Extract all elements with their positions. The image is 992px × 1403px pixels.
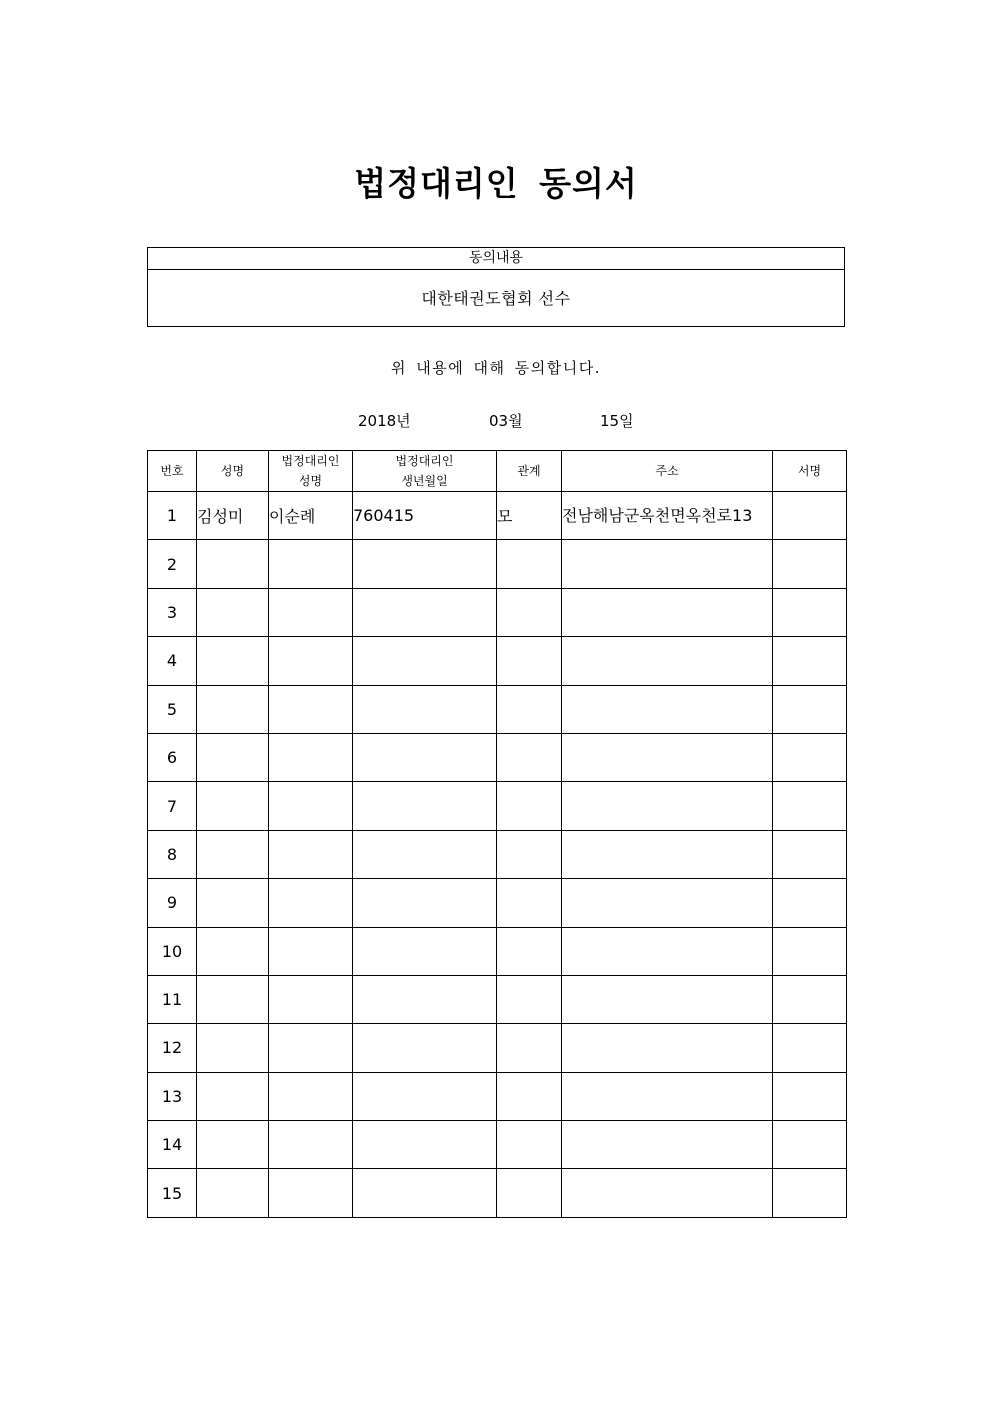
cell-address[interactable] xyxy=(562,685,773,733)
cell-guardian-birth[interactable] xyxy=(353,637,497,685)
table-row xyxy=(148,879,847,927)
cell-guardian-birth[interactable] xyxy=(353,975,497,1023)
table-row xyxy=(148,927,847,975)
cell-name[interactable] xyxy=(197,1121,269,1169)
cell-relation[interactable] xyxy=(497,637,562,685)
header-guardian-birth-line1: 법정대리인 xyxy=(395,454,454,468)
cell-guardian-name[interactable] xyxy=(269,975,353,1023)
header-guardian-birth xyxy=(353,451,497,492)
cell-no: 4 xyxy=(148,637,197,685)
cell-signature[interactable] xyxy=(773,733,847,781)
cell-no: 12 xyxy=(148,1024,197,1072)
cell-signature[interactable] xyxy=(773,830,847,878)
date-year[interactable]: 2018년 xyxy=(358,412,411,430)
cell-no: 1 xyxy=(148,492,197,540)
header-guardian-name xyxy=(269,451,353,492)
cell-no: 13 xyxy=(148,1072,197,1120)
cell-guardian-name[interactable] xyxy=(269,588,353,636)
cell-address[interactable] xyxy=(562,1121,773,1169)
table-row xyxy=(148,540,847,588)
cell-name[interactable] xyxy=(197,733,269,781)
header-signature: 서명 xyxy=(773,451,847,492)
cell-relation[interactable] xyxy=(497,540,562,588)
table-row xyxy=(148,492,847,540)
cell-guardian-birth[interactable] xyxy=(353,830,497,878)
cell-guardian-name[interactable] xyxy=(269,733,353,781)
date-month[interactable]: 03월 xyxy=(489,412,523,430)
cell-no: 9 xyxy=(148,879,197,927)
cell-address[interactable] xyxy=(562,588,773,636)
cell-relation[interactable] xyxy=(497,1072,562,1120)
consent-roster-table xyxy=(147,450,847,1218)
cell-relation[interactable] xyxy=(497,588,562,636)
cell-guardian-birth[interactable] xyxy=(353,1121,497,1169)
cell-name[interactable]: 김성미 xyxy=(197,492,269,540)
cell-signature[interactable] xyxy=(773,782,847,830)
cell-relation[interactable] xyxy=(497,879,562,927)
cell-name[interactable] xyxy=(197,588,269,636)
cell-no: 2 xyxy=(148,540,197,588)
cell-guardian-birth[interactable] xyxy=(353,879,497,927)
date-day[interactable]: 15일 xyxy=(600,412,634,430)
cell-guardian-birth[interactable] xyxy=(353,1072,497,1120)
cell-relation[interactable] xyxy=(497,782,562,830)
cell-name[interactable] xyxy=(197,879,269,927)
cell-no: 10 xyxy=(148,927,197,975)
cell-name[interactable] xyxy=(197,1024,269,1072)
cell-relation[interactable] xyxy=(497,1121,562,1169)
cell-address[interactable] xyxy=(562,540,773,588)
cell-signature[interactable] xyxy=(773,879,847,927)
cell-no: 3 xyxy=(148,588,197,636)
cell-name[interactable] xyxy=(197,540,269,588)
consent-header: 동의내용 xyxy=(148,248,844,270)
cell-signature[interactable] xyxy=(773,1024,847,1072)
cell-no: 11 xyxy=(148,975,197,1023)
cell-guardian-birth[interactable] xyxy=(353,782,497,830)
table-row xyxy=(148,685,847,733)
table-row xyxy=(148,588,847,636)
cell-name[interactable] xyxy=(197,1169,269,1217)
cell-name[interactable] xyxy=(197,685,269,733)
cell-relation[interactable] xyxy=(497,685,562,733)
cell-guardian-name[interactable] xyxy=(269,1024,353,1072)
header-name: 성명 xyxy=(197,451,269,492)
cell-signature[interactable] xyxy=(773,1169,847,1217)
cell-no: 6 xyxy=(148,733,197,781)
cell-signature[interactable] xyxy=(773,588,847,636)
cell-name[interactable] xyxy=(197,637,269,685)
table-row xyxy=(148,637,847,685)
header-guardian-name-line2: 성명 xyxy=(298,474,323,488)
cell-guardian-name[interactable] xyxy=(269,1072,353,1120)
cell-guardian-name[interactable] xyxy=(269,830,353,878)
cell-guardian-name[interactable] xyxy=(269,1121,353,1169)
header-address: 주소 xyxy=(562,451,773,492)
cell-address[interactable] xyxy=(562,1169,773,1217)
cell-signature[interactable] xyxy=(773,637,847,685)
header-relation: 관계 xyxy=(497,451,562,492)
cell-guardian-birth[interactable] xyxy=(353,1169,497,1217)
cell-relation[interactable] xyxy=(497,733,562,781)
cell-guardian-name[interactable] xyxy=(269,637,353,685)
table-body xyxy=(148,492,847,1218)
cell-relation[interactable] xyxy=(497,975,562,1023)
cell-name[interactable] xyxy=(197,927,269,975)
header-guardian-name-line1: 법정대리인 xyxy=(281,454,340,468)
cell-name[interactable] xyxy=(197,975,269,1023)
cell-address[interactable] xyxy=(562,1024,773,1072)
cell-no: 14 xyxy=(148,1121,197,1169)
cell-guardian-name[interactable] xyxy=(269,879,353,927)
cell-signature[interactable] xyxy=(773,927,847,975)
table-row xyxy=(148,1024,847,1072)
cell-address[interactable] xyxy=(562,782,773,830)
cell-guardian-birth[interactable] xyxy=(353,733,497,781)
cell-address[interactable] xyxy=(562,733,773,781)
table-row xyxy=(148,733,847,781)
cell-name[interactable] xyxy=(197,1072,269,1120)
cell-signature[interactable] xyxy=(773,1121,847,1169)
cell-relation[interactable]: 모 xyxy=(497,492,562,540)
table-row xyxy=(148,830,847,878)
cell-guardian-birth[interactable]: 760415 xyxy=(353,492,497,540)
cell-no: 15 xyxy=(148,1169,197,1217)
cell-address[interactable] xyxy=(562,975,773,1023)
table-row xyxy=(148,1072,847,1120)
consent-box xyxy=(147,247,845,327)
header-no: 번호 xyxy=(148,451,197,492)
cell-guardian-birth[interactable] xyxy=(353,927,497,975)
cell-address[interactable]: 전남해남군옥천면옥천로13 xyxy=(562,492,773,540)
cell-signature[interactable] xyxy=(773,1072,847,1120)
cell-signature[interactable] xyxy=(773,685,847,733)
cell-guardian-name[interactable] xyxy=(269,1169,353,1217)
consent-content[interactable]: 대한태권도협회 선수 xyxy=(421,289,571,308)
cell-guardian-name[interactable] xyxy=(269,540,353,588)
cell-guardian-birth[interactable] xyxy=(353,1024,497,1072)
cell-relation[interactable] xyxy=(497,927,562,975)
cell-address[interactable] xyxy=(562,637,773,685)
agreement-statement: 위 내용에 대해 동의합니다. xyxy=(391,359,601,377)
cell-no: 7 xyxy=(148,782,197,830)
table-header-row xyxy=(148,451,847,492)
cell-relation[interactable] xyxy=(497,1169,562,1217)
cell-address[interactable] xyxy=(562,879,773,927)
header-guardian-birth-line2: 생년월일 xyxy=(401,474,448,488)
cell-guardian-name[interactable] xyxy=(269,782,353,830)
cell-name[interactable] xyxy=(197,782,269,830)
table-row xyxy=(148,1121,847,1169)
cell-no: 8 xyxy=(148,830,197,878)
cell-signature[interactable] xyxy=(773,492,847,540)
cell-address[interactable] xyxy=(562,927,773,975)
cell-guardian-birth[interactable] xyxy=(353,685,497,733)
page-title: 법정대리인 동의서 xyxy=(354,164,638,203)
cell-relation[interactable] xyxy=(497,1024,562,1072)
table-row xyxy=(148,1169,847,1217)
table-row xyxy=(148,782,847,830)
cell-signature[interactable] xyxy=(773,540,847,588)
cell-guardian-name[interactable] xyxy=(269,927,353,975)
table-row xyxy=(148,975,847,1023)
cell-no: 5 xyxy=(148,685,197,733)
cell-guardian-birth[interactable] xyxy=(353,588,497,636)
cell-guardian-name[interactable]: 이순례 xyxy=(269,492,353,540)
cell-address[interactable] xyxy=(562,830,773,878)
cell-name[interactable] xyxy=(197,830,269,878)
cell-address[interactable] xyxy=(562,1072,773,1120)
cell-signature[interactable] xyxy=(773,975,847,1023)
cell-guardian-birth[interactable] xyxy=(353,540,497,588)
cell-guardian-name[interactable] xyxy=(269,685,353,733)
cell-relation[interactable] xyxy=(497,830,562,878)
